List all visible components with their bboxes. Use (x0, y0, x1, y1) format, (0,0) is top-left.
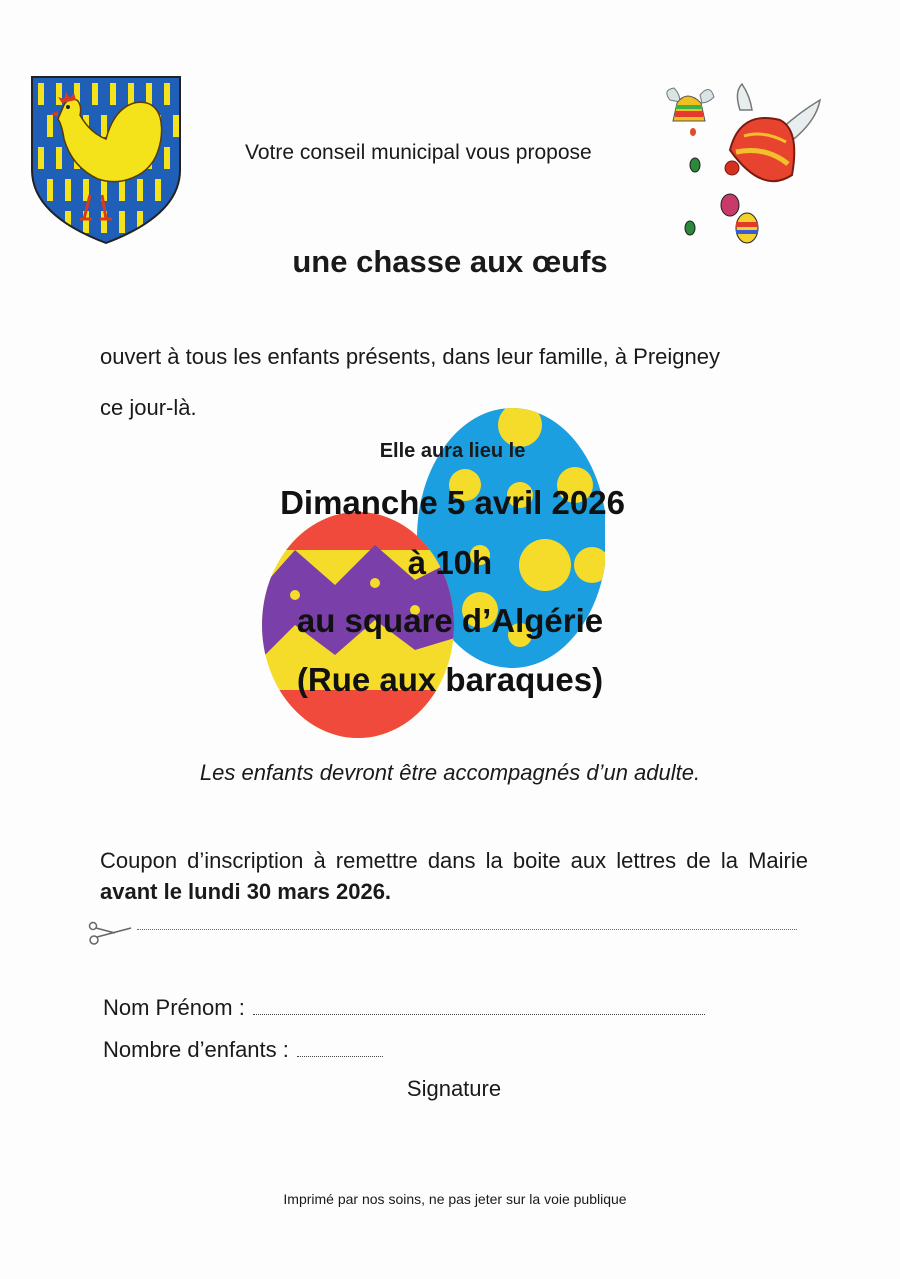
rooster-crest-icon (30, 75, 182, 245)
coupon-instructions (100, 845, 808, 907)
event-street: (Rue aux baraques) (296, 661, 604, 698)
cut-line (85, 918, 805, 948)
coupon-text: Coupon d’inscription à remettre dans la boite aux lettres de la Mairie (100, 848, 808, 873)
event-lead: Elle aura lieu le (379, 440, 526, 462)
cut-dotted-line (137, 929, 797, 930)
nombre-enfants-field[interactable] (103, 1037, 383, 1063)
adult-note: Les enfants devront être accompagnés d’un adulte. (199, 760, 701, 785)
event-date: Dimanche 5 avril 2026 (280, 484, 625, 521)
audience-line-1: ouvert à tous les enfants présents, dans leur famille, à Preigney (100, 344, 721, 369)
page-title: une chasse aux œufs (292, 244, 608, 279)
nombre-enfants-label: Nombre d’enfants : (103, 1037, 289, 1062)
signature-label: Signature (406, 1076, 502, 1101)
nom-prenom-label: Nom Prénom : (103, 995, 245, 1020)
footer-note: Imprimé par nos soins, ne pas jeter sur la voie publique (283, 1191, 627, 1207)
intro-text: Votre conseil municipal vous propose (245, 141, 592, 164)
flying-bells-icon (655, 80, 835, 255)
nombre-enfants-line[interactable] (297, 1042, 383, 1057)
nom-prenom-line[interactable] (253, 1000, 705, 1015)
nom-prenom-field[interactable] (103, 995, 705, 1021)
scissors-icon (85, 918, 137, 948)
audience-line-2: ce jour-là. (100, 395, 197, 420)
coupon-deadline: avant le lundi 30 mars 2026. (100, 879, 392, 904)
event-place: au square d’Algérie (296, 602, 604, 639)
event-time: à 10h (407, 544, 493, 581)
